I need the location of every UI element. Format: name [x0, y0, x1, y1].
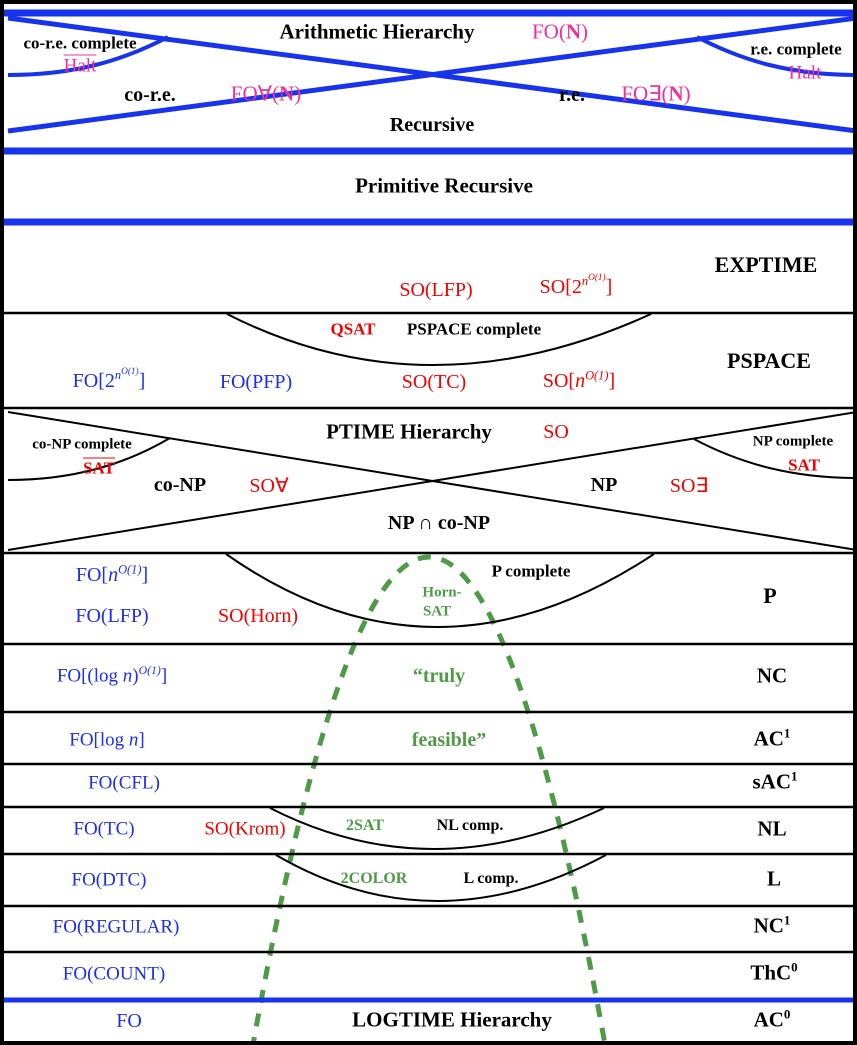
halt-label: Halt — [788, 62, 822, 84]
formula-so-lfp: SO(LFP) — [399, 279, 473, 301]
p-label: P — [763, 583, 777, 608]
sat-bar-label: $\overline{SAT}$ — [83, 458, 115, 478]
formula-fo-dtc: FO(DTC) — [71, 869, 147, 891]
formula-fo-exists-n: FO∃(N) — [621, 81, 691, 106]
qsat-label: QSAT — [330, 319, 376, 339]
re-label: r.e. — [559, 84, 585, 106]
formula-fo-pfp: FO(PFP) — [219, 371, 293, 393]
halt-bar-label: Halt — [63, 55, 97, 77]
thc0-label: ThC$^0$ — [750, 959, 798, 985]
feasible-label: feasible” — [411, 729, 487, 751]
pspace-complete-label: PSPACE complete — [406, 319, 542, 339]
truly-label: “truly — [412, 665, 466, 687]
formula-so-forall: SO∀ — [249, 475, 289, 497]
formula-fo: FO — [116, 1010, 142, 1032]
re-complete-label: r.e. complete — [750, 39, 842, 59]
arith-title: Arithmetic Hierarchy — [279, 19, 475, 44]
formula-so-exp: $SO[2^{n^{O(1)}}]$ — [539, 273, 613, 298]
conp-label: co-NP — [153, 474, 207, 496]
conp-complete-label: co-NP complete — [32, 436, 132, 453]
horn-sat-label-line2: SAT — [422, 603, 452, 620]
l-complete-bowl — [276, 855, 606, 901]
np-complete-label: NP complete — [752, 433, 834, 450]
twosat-label: 2SAT — [346, 817, 384, 834]
formula-so-tc: SO(TC) — [401, 371, 467, 393]
horn-sat-label-line1: Horn- — [422, 584, 462, 601]
formula-fo-lfp: FO(LFP) — [75, 605, 149, 627]
core-label: co-r.e. — [124, 84, 176, 106]
sac1-label: sAC$^1$ — [752, 768, 798, 794]
formula-so: SO — [543, 421, 569, 443]
formula-so-poly: $SO[n^{O(1)}]$ — [542, 368, 616, 392]
np-label: NP — [590, 474, 618, 496]
sat-label: SAT — [788, 455, 820, 475]
recursive-label: Recursive — [389, 114, 475, 136]
logtime-title: LOGTIME Hierarchy — [352, 1007, 552, 1032]
l-complete-label: L comp. — [463, 870, 519, 887]
formula-fo-n: FO(N) — [531, 19, 589, 44]
ptime-title: PTIME Hierarchy — [326, 419, 492, 444]
formula-so-krom: SO(Krom) — [204, 818, 286, 840]
formula-so-exists: SO∃ — [669, 475, 709, 497]
truly-feasible-curve — [252, 557, 606, 1045]
exptime-label: EXPTIME — [714, 252, 818, 277]
nl-label: NL — [757, 816, 787, 841]
nc-label: NC — [756, 663, 788, 688]
formula-fo-regular: FO(REGULAR) — [52, 916, 180, 938]
formula-fo-exp: $FO[2^{n^{O(1)}}]$ — [72, 367, 146, 392]
formula-fo-log: FO[log n] — [69, 729, 145, 751]
primitive-recursive-label: Primitive Recursive — [355, 173, 533, 198]
formula-fo-poly: $FO[n^{O(1)}]$ — [75, 562, 149, 586]
formula-fo-tc: FO(TC) — [73, 818, 135, 840]
formula-fo-logpoly: FO[(log n)$^{O(1)}$] — [56, 664, 168, 687]
core-complete-label: co-r.e. complete — [23, 33, 137, 53]
ac1-label: $AC^1$ — [753, 725, 791, 751]
nl-complete-label: NL comp. — [436, 817, 504, 834]
formula-so-horn: SO(Horn) — [218, 605, 298, 627]
formula-fo-count: FO(COUNT) — [62, 963, 166, 985]
twocolor-label: 2COLOR — [340, 870, 408, 887]
formula-fo-forall-n: FO∀(N) — [230, 81, 302, 106]
p-complete-label: P complete — [491, 561, 571, 581]
l-label: L — [766, 866, 782, 891]
pspace-label: PSPACE — [727, 348, 811, 373]
nc1-label: $NC^1$ — [753, 912, 791, 938]
np-cap-conp-label: NP ∩ co-NP — [387, 512, 491, 534]
formula-fo-cfl: FO(CFL) — [88, 772, 160, 794]
ac0-label: $AC^0$ — [753, 1006, 791, 1032]
